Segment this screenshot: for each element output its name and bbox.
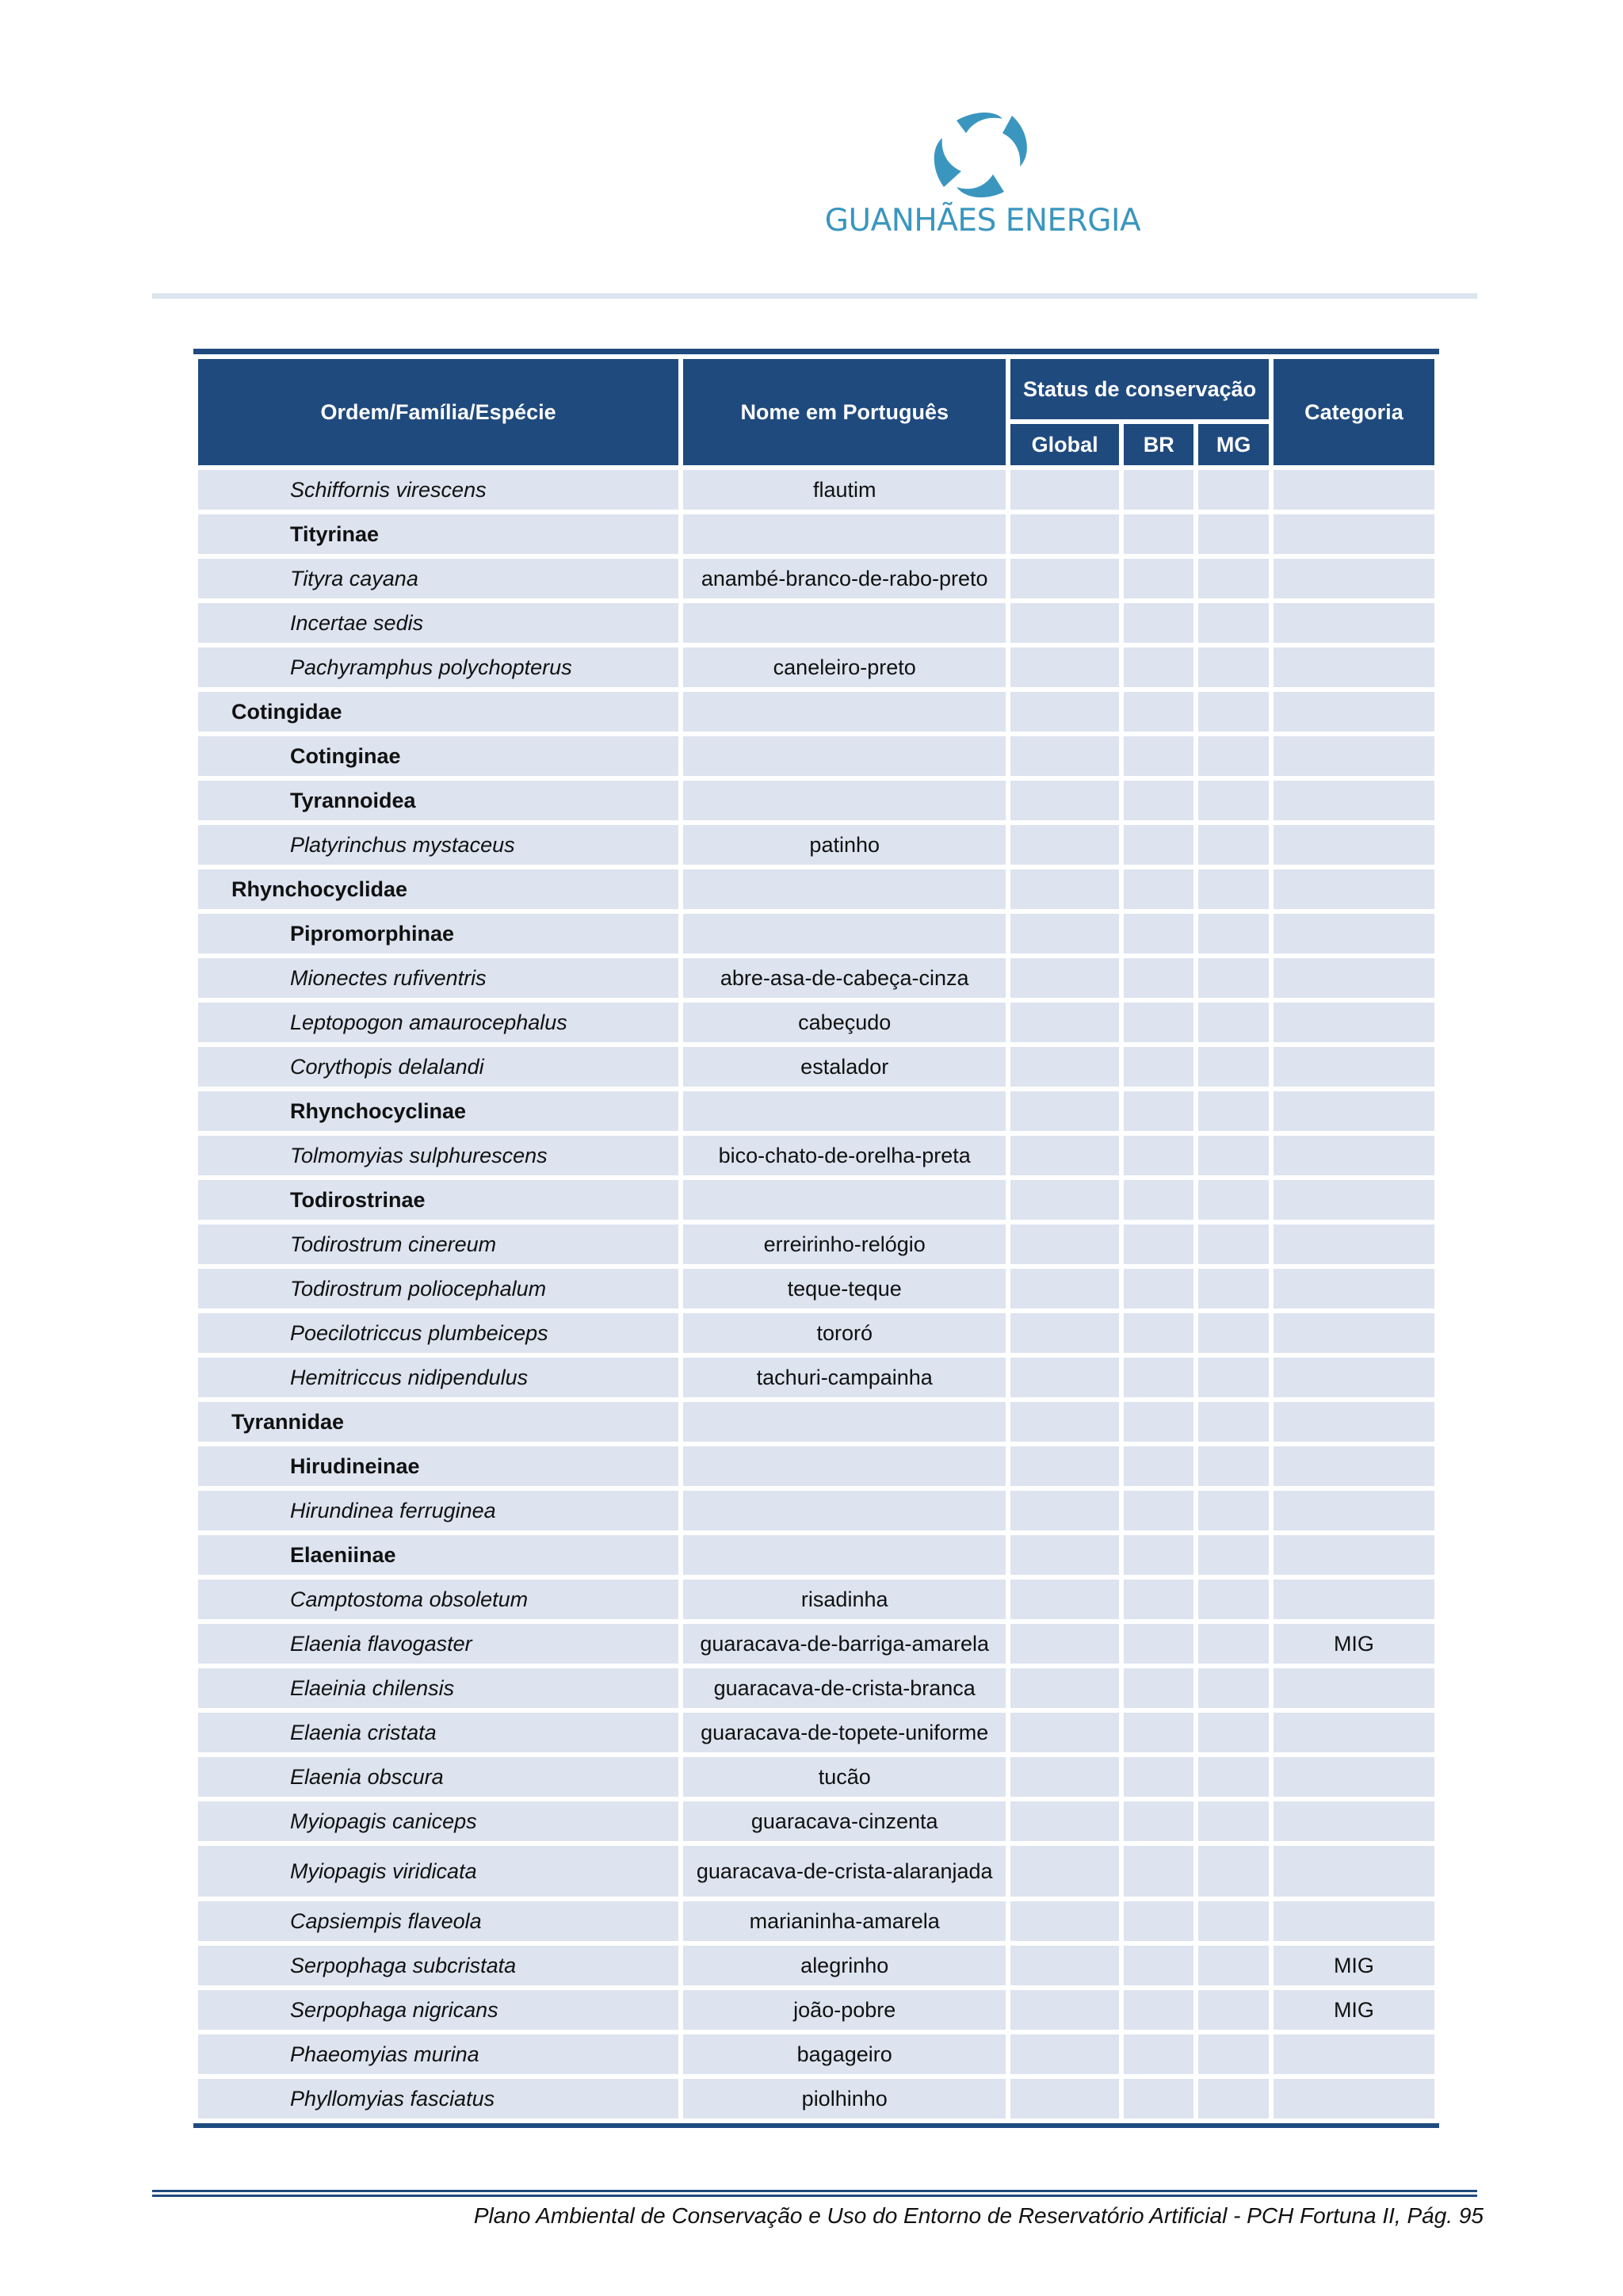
cell-taxon: Elaenia cristata — [198, 1713, 678, 1752]
cell-mg — [1198, 1402, 1268, 1442]
cell-portuguese-name — [683, 1491, 1006, 1530]
footer-divider-secondary — [152, 2195, 1477, 2197]
cell-category — [1274, 1358, 1434, 1397]
header-divider — [152, 293, 1477, 299]
cell-global — [1010, 1801, 1119, 1841]
cell-category — [1274, 648, 1434, 687]
cell-br — [1124, 1713, 1193, 1752]
species-table — [193, 354, 1439, 2123]
cell-portuguese-name: piolhinho — [683, 2079, 1006, 2118]
cell-br — [1124, 648, 1193, 687]
cell-portuguese-name: erreirinho-relógio — [683, 1224, 1006, 1264]
cell-global — [1010, 1402, 1119, 1442]
cell-portuguese-name: guaracava-cinzenta — [683, 1801, 1006, 1841]
table-row — [198, 1624, 1434, 1664]
cell-br — [1124, 559, 1193, 598]
table-row — [198, 1224, 1434, 1264]
table-row — [198, 1846, 1434, 1897]
cell-global — [1010, 648, 1119, 687]
cell-br — [1124, 781, 1193, 820]
table-row — [198, 648, 1434, 687]
header-global: Global — [1010, 424, 1119, 465]
cell-global — [1010, 514, 1119, 554]
cell-portuguese-name — [683, 781, 1006, 820]
footer-divider — [152, 2190, 1477, 2192]
cell-portuguese-name: tachuri-campainha — [683, 1358, 1006, 1397]
cell-portuguese-name — [683, 1180, 1006, 1220]
cell-mg — [1198, 2034, 1268, 2074]
cell-global — [1010, 1946, 1119, 1985]
cell-portuguese-name: joão-pobre — [683, 1990, 1006, 2030]
cell-portuguese-name: tororó — [683, 1313, 1006, 1353]
cell-global — [1010, 1003, 1119, 1042]
cell-taxon: Capsiempis flaveola — [198, 1901, 678, 1941]
cell-mg — [1198, 1224, 1268, 1264]
table-row — [198, 781, 1434, 820]
cell-category — [1274, 1491, 1434, 1530]
cell-category — [1274, 1224, 1434, 1264]
cell-category — [1274, 1003, 1434, 1042]
cell-portuguese-name: guaracava-de-barriga-amarela — [683, 1624, 1006, 1664]
cell-taxon: Tityrinae — [198, 514, 678, 554]
cell-br — [1124, 1901, 1193, 1941]
cell-taxon: Mionectes rufiventris — [198, 958, 678, 998]
table-row — [198, 1402, 1434, 1442]
cell-mg — [1198, 1003, 1268, 1042]
cell-taxon: Cotingidae — [198, 692, 678, 732]
table-row — [198, 736, 1434, 776]
table-row — [198, 1580, 1434, 1619]
cell-category: MIG — [1274, 1624, 1434, 1664]
cell-category — [1274, 1901, 1434, 1941]
cell-taxon: Hirundinea ferruginea — [198, 1491, 678, 1530]
cell-mg — [1198, 1990, 1268, 2030]
cell-br — [1124, 736, 1193, 776]
table-row — [198, 1047, 1434, 1087]
cell-global — [1010, 736, 1119, 776]
cell-global — [1010, 1358, 1119, 1397]
cell-br — [1124, 1091, 1193, 1131]
cell-category — [1274, 869, 1434, 909]
table-row — [198, 958, 1434, 998]
cell-portuguese-name: abre-asa-de-cabeça-cinza — [683, 958, 1006, 998]
cell-category — [1274, 1180, 1434, 1220]
header-br: BR — [1124, 424, 1193, 465]
cell-global — [1010, 1757, 1119, 1797]
cell-taxon: Tyrannidae — [198, 1402, 678, 1442]
table-row — [198, 1136, 1434, 1175]
table-row — [198, 1491, 1434, 1530]
table-row — [198, 2079, 1434, 2118]
cell-global — [1010, 1180, 1119, 1220]
table-row — [198, 1901, 1434, 1941]
cell-category — [1274, 1136, 1434, 1175]
cell-taxon: Myiopagis viridicata — [198, 1846, 678, 1897]
cell-global — [1010, 781, 1119, 820]
cell-portuguese-name: guaracava-de-crista-branca — [683, 1668, 1006, 1708]
cell-portuguese-name: guaracava-de-topete-uniforme — [683, 1713, 1006, 1752]
cell-taxon: Pipromorphinae — [198, 914, 678, 953]
cell-mg — [1198, 1180, 1268, 1220]
cell-br — [1124, 1313, 1193, 1353]
table-row — [198, 603, 1434, 643]
cell-mg — [1198, 1047, 1268, 1087]
cell-br — [1124, 1846, 1193, 1897]
cell-category — [1274, 781, 1434, 820]
cell-br — [1124, 1535, 1193, 1575]
cell-mg — [1198, 781, 1268, 820]
table-row — [198, 1313, 1434, 1353]
cell-global — [1010, 825, 1119, 865]
cell-mg — [1198, 1491, 1268, 1530]
cell-br — [1124, 1224, 1193, 1264]
cell-taxon: Rhynchocyclinae — [198, 1091, 678, 1131]
cell-br — [1124, 1446, 1193, 1486]
cell-category — [1274, 958, 1434, 998]
cell-mg — [1198, 1358, 1268, 1397]
table-row — [198, 1446, 1434, 1486]
cell-category: MIG — [1274, 1946, 1434, 1985]
header-category: Categoria — [1274, 359, 1434, 465]
cell-taxon: Tyrannoidea — [198, 781, 678, 820]
table-row — [198, 1269, 1434, 1308]
table-row — [198, 1668, 1434, 1708]
cell-mg — [1198, 1446, 1268, 1486]
cell-mg — [1198, 1269, 1268, 1308]
cell-mg — [1198, 470, 1268, 510]
table-row — [198, 1003, 1434, 1042]
table-body — [198, 470, 1434, 2118]
company-name: GUANHÃES ENERGIA — [824, 203, 1141, 239]
cell-category — [1274, 2034, 1434, 2074]
cell-taxon: Serpophaga nigricans — [198, 1990, 678, 2030]
table-row — [198, 1990, 1434, 2030]
cell-global — [1010, 1091, 1119, 1131]
cell-br — [1124, 1491, 1193, 1530]
cell-category — [1274, 559, 1434, 598]
cell-category — [1274, 1091, 1434, 1131]
cell-global — [1010, 2034, 1119, 2074]
cell-br — [1124, 1668, 1193, 1708]
cell-br — [1124, 1047, 1193, 1087]
cell-taxon: Rhynchocyclidae — [198, 869, 678, 909]
cell-global — [1010, 1624, 1119, 1664]
cell-mg — [1198, 869, 1268, 909]
cell-portuguese-name: bagageiro — [683, 2034, 1006, 2074]
table-row — [198, 1091, 1434, 1131]
cell-category — [1274, 1313, 1434, 1353]
cell-global — [1010, 1668, 1119, 1708]
cell-br — [1124, 1003, 1193, 1042]
cell-br — [1124, 958, 1193, 998]
cell-global — [1010, 692, 1119, 732]
header-mg: MG — [1198, 424, 1268, 465]
cell-br — [1124, 1269, 1193, 1308]
cell-portuguese-name: guaracava-de-crista-alaranjada — [683, 1846, 1006, 1897]
cell-taxon: Todirostrum cinereum — [198, 1224, 678, 1264]
cell-br — [1124, 514, 1193, 554]
cell-global — [1010, 2079, 1119, 2118]
cell-portuguese-name: cabeçudo — [683, 1003, 1006, 1042]
header-portuguese: Nome em Português — [683, 359, 1006, 465]
cell-taxon: Todirostrum poliocephalum — [198, 1269, 678, 1308]
table-row — [198, 1801, 1434, 1841]
cell-mg — [1198, 603, 1268, 643]
cell-category — [1274, 1402, 1434, 1442]
cell-taxon: Phaeomyias murina — [198, 2034, 678, 2074]
cell-mg — [1198, 559, 1268, 598]
cell-portuguese-name — [683, 692, 1006, 732]
cell-taxon: Poecilotriccus plumbeiceps — [198, 1313, 678, 1353]
cell-global — [1010, 958, 1119, 998]
cell-br — [1124, 1990, 1193, 2030]
table-row — [198, 692, 1434, 732]
cell-global — [1010, 869, 1119, 909]
cell-portuguese-name: risadinha — [683, 1580, 1006, 1619]
header-status: Status de conservação — [1010, 359, 1269, 419]
cell-mg — [1198, 692, 1268, 732]
cell-global — [1010, 1136, 1119, 1175]
cell-br — [1124, 2034, 1193, 2074]
cell-portuguese-name: alegrinho — [683, 1946, 1006, 1985]
cell-category — [1274, 692, 1434, 732]
cell-br — [1124, 1757, 1193, 1797]
cell-portuguese-name — [683, 603, 1006, 643]
cell-br — [1124, 692, 1193, 732]
cell-global — [1010, 1047, 1119, 1087]
cell-taxon: Phyllomyias fasciatus — [198, 2079, 678, 2118]
cell-global — [1010, 1491, 1119, 1530]
cell-br — [1124, 1402, 1193, 1442]
cell-taxon: Myiopagis caniceps — [198, 1801, 678, 1841]
cell-category — [1274, 1580, 1434, 1619]
cell-category — [1274, 1047, 1434, 1087]
cell-br — [1124, 470, 1193, 510]
cell-portuguese-name — [683, 1402, 1006, 1442]
cell-mg — [1198, 2079, 1268, 2118]
cell-br — [1124, 1624, 1193, 1664]
species-table-container — [193, 349, 1439, 2128]
cell-category — [1274, 514, 1434, 554]
cell-portuguese-name: marianinha-amarela — [683, 1901, 1006, 1941]
cell-taxon: Pachyramphus polychopterus — [198, 648, 678, 687]
table-row — [198, 559, 1434, 598]
cell-mg — [1198, 514, 1268, 554]
header-species: Ordem/Família/Espécie — [198, 359, 678, 465]
cell-global — [1010, 1535, 1119, 1575]
cell-global — [1010, 1713, 1119, 1752]
table-row — [198, 1757, 1434, 1797]
table-row — [198, 1713, 1434, 1752]
table-row — [198, 1535, 1434, 1575]
cell-category — [1274, 914, 1434, 953]
cell-br — [1124, 2079, 1193, 2118]
cell-br — [1124, 1136, 1193, 1175]
table-row — [198, 1946, 1434, 1985]
cell-br — [1124, 603, 1193, 643]
cell-global — [1010, 1224, 1119, 1264]
cell-taxon: Incertae sedis — [198, 603, 678, 643]
cell-taxon: Elaenia obscura — [198, 1757, 678, 1797]
cell-br — [1124, 1358, 1193, 1397]
cell-mg — [1198, 1713, 1268, 1752]
cell-category — [1274, 1713, 1434, 1752]
cell-taxon: Platyrinchus mystaceus — [198, 825, 678, 865]
cell-portuguese-name: patinho — [683, 825, 1006, 865]
cell-global — [1010, 1990, 1119, 2030]
cell-mg — [1198, 825, 1268, 865]
cell-global — [1010, 1846, 1119, 1897]
cell-portuguese-name — [683, 1535, 1006, 1575]
company-logo — [824, 109, 1141, 244]
cell-taxon: Serpophaga subcristata — [198, 1946, 678, 1985]
cell-category — [1274, 825, 1434, 865]
cell-taxon: Hemitriccus nidipendulus — [198, 1358, 678, 1397]
cell-category — [1274, 1668, 1434, 1708]
cell-portuguese-name: teque-teque — [683, 1269, 1006, 1308]
cell-taxon: Tolmomyias sulphurescens — [198, 1136, 678, 1175]
cell-portuguese-name: anambé-branco-de-rabo-preto — [683, 559, 1006, 598]
table-row — [198, 1358, 1434, 1397]
cell-portuguese-name — [683, 1446, 1006, 1486]
cell-br — [1124, 1801, 1193, 1841]
cell-taxon: Todirostrinae — [198, 1180, 678, 1220]
cell-taxon: Corythopis delalandi — [198, 1047, 678, 1087]
cell-global — [1010, 1269, 1119, 1308]
cell-br — [1124, 1180, 1193, 1220]
cell-mg — [1198, 1091, 1268, 1131]
cell-portuguese-name — [683, 1091, 1006, 1131]
table-row — [198, 869, 1434, 909]
cell-portuguese-name: estalador — [683, 1047, 1006, 1087]
cell-mg — [1198, 958, 1268, 998]
table-row — [198, 914, 1434, 953]
cell-mg — [1198, 914, 1268, 953]
cell-global — [1010, 1580, 1119, 1619]
cell-mg — [1198, 1136, 1268, 1175]
cell-mg — [1198, 1757, 1268, 1797]
cell-mg — [1198, 1624, 1268, 1664]
cell-category — [1274, 603, 1434, 643]
cell-mg — [1198, 1668, 1268, 1708]
cell-taxon: Tityra cayana — [198, 559, 678, 598]
cell-portuguese-name — [683, 914, 1006, 953]
cell-portuguese-name — [683, 736, 1006, 776]
cell-mg — [1198, 736, 1268, 776]
cell-portuguese-name: tucão — [683, 1757, 1006, 1797]
cell-taxon: Cotinginae — [198, 736, 678, 776]
cell-mg — [1198, 1901, 1268, 1941]
cell-mg — [1198, 1313, 1268, 1353]
cell-portuguese-name — [683, 869, 1006, 909]
cell-global — [1010, 914, 1119, 953]
cell-mg — [1198, 648, 1268, 687]
cell-portuguese-name: caneleiro-preto — [683, 648, 1006, 687]
cell-category — [1274, 1269, 1434, 1308]
cell-portuguese-name: bico-chato-de-orelha-preta — [683, 1136, 1006, 1175]
cell-category — [1274, 2079, 1434, 2118]
table-row — [198, 1180, 1434, 1220]
cell-taxon: Hirudineinae — [198, 1446, 678, 1486]
cell-br — [1124, 914, 1193, 953]
cell-portuguese-name: flautim — [683, 470, 1006, 510]
cell-global — [1010, 470, 1119, 510]
table-row — [198, 514, 1434, 554]
table-row — [198, 470, 1434, 510]
cell-category — [1274, 1535, 1434, 1575]
cell-taxon: Elaeniinae — [198, 1535, 678, 1575]
cell-category — [1274, 1846, 1434, 1897]
cell-mg — [1198, 1580, 1268, 1619]
cell-br — [1124, 1946, 1193, 1985]
cell-mg — [1198, 1846, 1268, 1897]
cell-taxon: Schiffornis virescens — [198, 470, 678, 510]
cell-category — [1274, 1757, 1434, 1797]
cell-br — [1124, 1580, 1193, 1619]
cell-global — [1010, 1313, 1119, 1353]
cell-taxon: Elaenia flavogaster — [198, 1624, 678, 1664]
table-row — [198, 825, 1434, 865]
cell-mg — [1198, 1801, 1268, 1841]
cell-category — [1274, 736, 1434, 776]
cell-global — [1010, 1446, 1119, 1486]
table-row — [198, 2034, 1434, 2074]
footer-text: Plano Ambiental de Conservação e Uso do Entorno de Reservatório Artificial - PCH Fortuna II, Pág. 95 — [473, 2203, 1484, 2228]
cell-category — [1274, 1801, 1434, 1841]
cell-taxon: Camptostoma obsoletum — [198, 1580, 678, 1619]
cell-br — [1124, 825, 1193, 865]
cell-category: MIG — [1274, 1990, 1434, 2030]
cell-global — [1010, 1901, 1119, 1941]
cell-global — [1010, 603, 1119, 643]
cell-taxon: Leptopogon amaurocephalus — [198, 1003, 678, 1042]
cell-mg — [1198, 1946, 1268, 1985]
cell-br — [1124, 869, 1193, 909]
cell-portuguese-name — [683, 514, 1006, 554]
cell-mg — [1198, 1535, 1268, 1575]
cell-global — [1010, 559, 1119, 598]
cell-taxon: Elaeinia chilensis — [198, 1668, 678, 1708]
guanhaes-logo-icon — [933, 109, 1033, 201]
cell-category — [1274, 470, 1434, 510]
cell-category — [1274, 1446, 1434, 1486]
